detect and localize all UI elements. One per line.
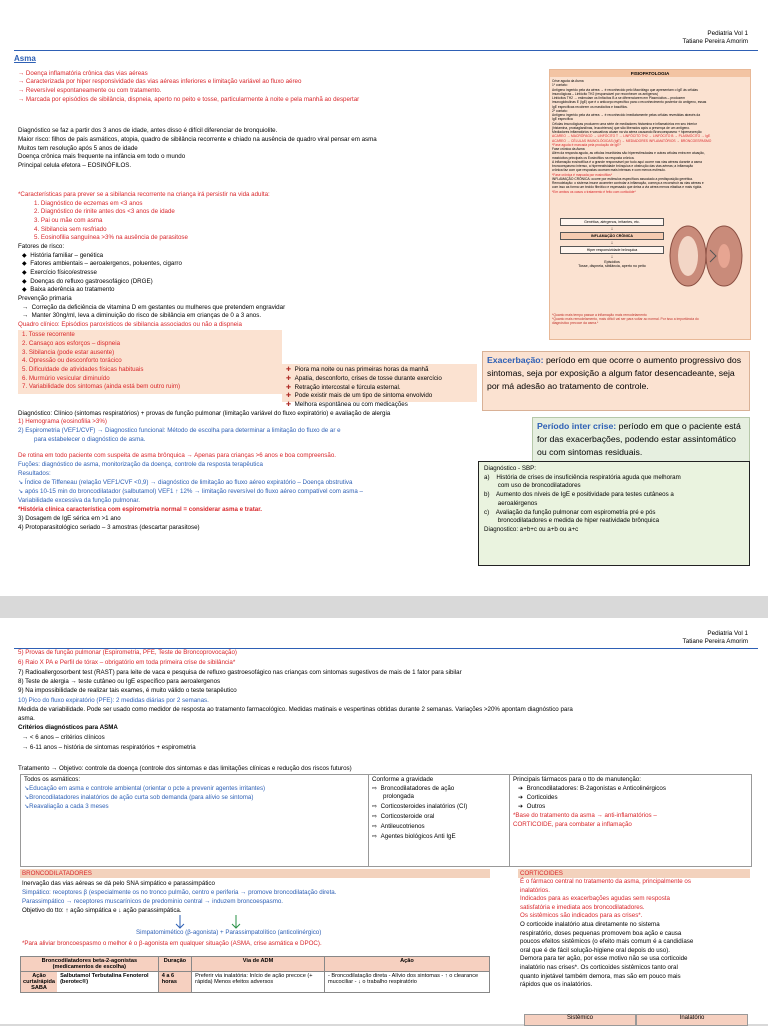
p2-line: → < 6 anos – critérios clínicos <box>22 734 105 741</box>
airway-illustration-icon <box>666 220 746 292</box>
cortic-line: Demora para ter ação, por esse motivo não se usa corticoide <box>520 955 688 963</box>
page-2 <box>0 618 768 1024</box>
risk-item: ◆ História familiar – genética <box>22 252 104 259</box>
prev-title: Prevenção primaria <box>18 295 72 302</box>
sbp-item: c) Avaliação da função pulmonar com espirometria pré e pós <box>484 508 656 516</box>
prev-item: → Correção da deficiência de vitamina D em gestantes ou mulheres que pretendem engravidar <box>22 304 286 311</box>
risk-item: ◆ Baixa aderência ao tratamento <box>22 286 115 293</box>
flow-arrow-icon: ↓ <box>610 226 614 232</box>
bronco-line: Simpatomimético (β-agonista) + Parassimpatolítico (anticolinérgico) <box>136 929 322 936</box>
p2-line: Medida de variabilidade. Pode ser usado como medidor de resposta ao tratamento farmacológico. Medidas matinais e vespertinas obtidas durante 2 semanas. Variações >20% apontam diagnóstico para <box>18 706 573 713</box>
dx-line: 3) Dosagem de IgE sérica em >1 ano <box>18 515 121 522</box>
fisio-footnote <box>552 313 699 326</box>
fisio-foot-line: diagnóstico precoce da asma.* <box>552 321 599 326</box>
fisio-flow <box>560 218 664 268</box>
cortic-line: rápidos que os inalatórios. <box>520 981 593 989</box>
fisio-line: INFLAMAÇÃO CRÔNICA: ocorre por estímulos específicos associado a predisposição genética. <box>552 176 693 181</box>
risk-title: Fatores de risco: <box>18 243 65 250</box>
char-item: 2. Diagnóstico de rinite antes dos <3 anos de idade <box>34 208 175 215</box>
fisio-line: 1º contato: <box>552 83 568 88</box>
flow-arrow-icon: ↓ <box>610 254 614 260</box>
fisio-line: broncoespasmo intenso, a hiperreatividade brônquica e obstrução das vias aéreas; a inflamação <box>552 164 694 168</box>
sbp-item: b) Aumento dos níveis de IgE e positividade para testes cutâneos a <box>484 491 674 499</box>
p2-line: 5) Provas de função pulmonar (Espirometria, PFE, Teste de Broncoprovocação) <box>18 649 237 656</box>
char-title: *Características para prever se a sibilancia recorrente na criança irá persistir na vida adulta: <box>18 191 270 198</box>
char-item: 3. Pai ou mãe com asma <box>34 217 103 224</box>
fisio-line: ACAREO → CÉLULAS IMUNOLÓGICAS (IgE) → MEDIADORES INFLAMATÓRIOS → BRONCOESPASMO <box>552 138 712 143</box>
cortic-line: poucos efeitos sistêmicos (o efeito mais comum é a candidíase <box>520 938 694 946</box>
clinical-right-item: ✚ Pode existir mais de um tipo de sintoma envolvido <box>286 392 433 399</box>
dx-line: 2) Espirometria (VEF1/CVF) → Diagnostico funcional: Método de escolha para determinar a limitação do fluxo de ar e <box>18 427 341 434</box>
th-via: Via de ADM <box>192 957 325 972</box>
fisio-line: Mediadores inflamatórios e vasoativos atuam na via aérea causando Broncoespasmo + hipersecreção <box>552 130 702 134</box>
col-item: ➔ Broncodilatadores: B-2agonistas e Anticolinérgicos <box>518 785 666 792</box>
sbp-item: com uso de broncodilatadores <box>484 482 581 490</box>
beta2-table <box>20 956 490 993</box>
cortic-line: inalatórios. <box>520 886 550 894</box>
dx-line: 1) Hemograma (eosinofilia >3%) <box>18 418 107 425</box>
col-note: *Base do tratamento da asma → anti-inflamatórios – <box>513 812 657 819</box>
def-line-3: → Reversível espontaneamente ou com tratamento. <box>18 87 162 94</box>
col-note: CORTICOIDE, para combater a inflamação <box>513 821 632 828</box>
col-item: prolongada <box>383 793 414 800</box>
cortic-line: Indicados para as exacerbações agudas sem resposta <box>520 895 670 903</box>
diag-line-2: Maior risco: filhos de pais asmáticos, atopia, quadro de sibilância recorrente e chiado na ausência de quadro viral pensar em asma <box>18 136 377 143</box>
p2-line: 8) Teste de alergia → teste cutâneo ou IgE específico para aeroalergenos <box>18 678 221 685</box>
p2-line: 10) Pico do fluxo expiratório (PFE): 2 medidas diárias por 2 semanas. <box>18 697 209 704</box>
bronco-line: *Para aliviar broncoespasmo o melhor é o β-agonista em qualquer situação (ASMA, crise asmática e DPOC). <box>22 940 322 947</box>
risk-item: ◆ Doenças do refluxo gastroesofágico (DRGE) <box>22 278 153 285</box>
col-item: ⇨ Corticosteroides inalatórios (CI) <box>372 803 468 810</box>
dx-line: para estabelecer o diagnóstico de asma. <box>34 436 146 443</box>
col-title: Principais fármacos para o tto de manutenção: <box>513 776 641 783</box>
cortic-line: respiratório, doses pequenas promovem boa ação e causa <box>520 929 682 937</box>
fisio-line: com isso as forma um tecido fibrótico e espessado que deixa a via aérea menos elástica e mais rígida. <box>552 185 703 190</box>
mini-th: Sistêmico <box>524 1014 636 1026</box>
fisio-line: crônica faz com que respostas ocorram mais intensas e com menos estímulo. <box>552 168 666 173</box>
cortic-line: É o fármaco central no tratamento da asma, principalmente os <box>520 878 691 885</box>
dx-line: Diagnóstico: Clínico (sintomas respiratórios) + provas de função pulmonar (limitação variável do fluxo expiratório) e avaliação de alergia <box>18 410 391 417</box>
dx-line: De rotina em todo paciente com suspeita de asma brônquica → Apenas para crianças >6 anos e boa compreensão. <box>18 452 336 459</box>
col-item: ⇨ Antileucotrienos <box>372 823 425 830</box>
dx-line: Fuções: diagnóstico de asma, monitorização da doença, controle da resposta terapêutica <box>18 461 263 468</box>
clinical-item: 2. Cansaço aos esforços – dispneia <box>22 340 121 347</box>
p2-line: Critérios diagnósticos para ASMA <box>18 724 118 731</box>
title-rule <box>14 50 758 51</box>
fisio-line: ACAREO → MACRÓFAGO → LINFÓCITO T → LINFÓCITO TH2 → LINFÓCITO B → PLASMÓCITO → IgE <box>552 134 711 139</box>
cortic-title: CORTICOIDES <box>518 869 750 878</box>
corticoides-block <box>518 869 750 1024</box>
bronco-line: Simpático: receptores β (especialmente os no tronco pulmão, centro e periferia → promove broncodilatação direta. <box>22 889 337 896</box>
exacerbacao-box: Exacerbação: período em que ocorre o aumento progressivo dos sintomas, seja por exposição a algum fator desencadeante, seja por má adesão ao tratamento de controle. <box>482 351 750 411</box>
sbp-box <box>478 461 750 566</box>
td-acao: - Broncodilatação direta - Alívio dos sintomas - ↑ o clearance mucociliar - ↓ o trabalho respiratório <box>324 972 489 993</box>
header-author: Tatiane Pereira Amorim <box>682 38 748 45</box>
fisio-line: Linfócitos TH2 → estimulam os linfócitos B a se diferenciarem em Plasmócitos – produzem <box>552 96 685 100</box>
td-drug-name: Salbutamol Terbutalina Fenoterol (berotec®) <box>60 973 149 985</box>
fisio-line: *Fase crônica é marcada por eosinófilos* <box>552 172 613 177</box>
fisio-line: 2º contato: <box>552 108 568 113</box>
prev-item: → Manter 30ng/ml, leva a diminuição do risco de sibilância em crianças de 0 a 3 anos. <box>22 312 262 319</box>
cortic-line: satisfatória e imediata aos broncodilatadores. <box>520 903 645 911</box>
clinical-right-item: ✚ Retração intercostal e fúrcula esternal. <box>286 384 401 391</box>
fisio-line: Células imunológicas produzem uma série de mediadores histamina e inflamatórios em seu interior <box>552 121 697 126</box>
fisio-foot-line: *Quanto mais remodelamento, mais difícil vai ser para voltar ao normal. Por isso a importância do <box>552 317 699 322</box>
col-item: ↘Broncodilatadores inalatórios de ação curta sob demanda (para alívio se sintoma) <box>24 794 254 801</box>
table-row <box>21 972 490 993</box>
header-volume: Pediatria Vol 1 <box>707 630 748 637</box>
sbp-item: aeroalérgenos <box>484 499 538 507</box>
header-volume: Pediatria Vol 1 <box>707 30 748 37</box>
col-item: ⇨ Corticosteroide oral <box>372 813 435 820</box>
p2-line: 9) Na impossibilidade de realizar tais exames, é muito válido o teste terapêutico <box>18 687 237 694</box>
header-author: Tatiane Pereira Amorim <box>682 638 748 645</box>
clinical-item: 3. Sibilancia (pode estar ausente) <box>22 349 115 356</box>
section-title: Asma <box>14 54 36 63</box>
col-item: ⇨ Broncodilatadores de ação <box>372 785 455 792</box>
col-item: ↘Educação em asma e controle ambiental (orientar o pcte a prevenir agentes irritantes) <box>24 785 266 792</box>
fisiopatologia-panel <box>549 69 751 340</box>
flow-arrow-icon: ↓ <box>610 240 614 246</box>
bronco-line: Inervação das vias aéreas se dá pelo SNA simpático e parassimpático <box>22 880 215 887</box>
fisio-line: IgE específica <box>552 117 573 122</box>
cortic-mini-table <box>524 1014 748 1026</box>
diag-line-5: Principal celula efetora – EOSINÓFILOS. <box>18 162 132 169</box>
col-maintenance <box>510 775 750 866</box>
p2-line: → 6-11 anos – história de sintomas respiratórios + espirometria <box>22 744 196 751</box>
def-line-2: → Caracterizada por hiper responsividade das vias aéreas inferiores e limitação variável ao fluxo aéreo <box>18 78 302 85</box>
cortic-line: quanto injetável também demora, mas são em pouco mais <box>520 972 681 980</box>
cortic-line: inalatório nas crises*. Os corticoides sistêmicos tanto oral <box>520 963 678 971</box>
clinical-item: 4. Opressão ou desconforto torácico <box>22 357 122 364</box>
dx-line: 4) Protoparasitológico seriado – 3 amostras (descartar parasitose) <box>18 524 200 531</box>
fisio-line: *Fase aguda é marcada pela produção de IgE* <box>552 142 621 147</box>
col-item: ⇨ Agentes biológicos Anti IgE <box>372 833 456 840</box>
cortic-line: oral que é de fácil solução-higiene oral depois do uso). <box>520 946 670 954</box>
fisio-line: *Em ambos os casos o tratamento é feito com corticóide* <box>552 189 636 194</box>
tratamento-line: Tratamento → Objetivo: controle da doença (controle dos sintomas e das limitações clínicas e redução dos riscos futuros) <box>18 765 352 772</box>
fisio-text <box>550 77 750 196</box>
p2-line: 6) Raio X PA e Perfil de tórax – obrigatório em toda primeira crise de sibilância* <box>18 659 236 666</box>
page-header <box>683 30 748 46</box>
clinical-item: 7. Variabilidade dos sintomas (ainda está bem outro ruim) <box>22 383 181 390</box>
sbp-item: broncodilatadores e medida de hiper reatividade brônquica <box>484 517 660 525</box>
cortic-line: Os sistêmicos são indicados para as crises*. <box>520 912 643 920</box>
fisio-line: Antígeno ingerido pela via aérea → é reconhecido pelo Macrófago que apresentam o IgE às células <box>552 87 698 92</box>
th-duration: Duração <box>158 957 191 972</box>
fisio-title: FISIOPATOLOGIA <box>550 70 750 77</box>
sbp-title: Diagnóstico - SBP: <box>484 465 536 472</box>
clinical-right-item: ✚ Melhora espontânea ou com medicações <box>286 401 408 408</box>
def-line-4: → Marcada por episódios de sibilância, dispneia, aperto no peito e tosse, particularmente à noite e pela manhã ao despertar <box>18 96 360 103</box>
dx-line: Resultados: <box>18 470 51 477</box>
char-item: 5. Eosinofilia sanguínea >3% na ausência de parasitose <box>34 234 188 241</box>
clinical-right-item: ✚ Piora ma noite ou nas primeiras horas da manhã <box>286 366 429 373</box>
fisio-line: IgE específicas recobrem os mastócitos e basófilos. <box>552 104 628 109</box>
intercrise-box: Período inter crise: período em que o paciente está for das exacerbações, podendo estar assintomático ou com sintomas residuais. <box>532 417 750 465</box>
col-title: Conforme a gravidade <box>372 776 434 783</box>
char-item: 4. Sibilancia sem resfriado <box>34 226 107 233</box>
cortic-line: O corticoide inalatório atua diretamente no sistema <box>520 920 660 928</box>
treatment-table <box>20 774 752 867</box>
split-arrows-icon <box>150 914 250 930</box>
th-acao: Ação <box>324 957 489 972</box>
p2-line: asma. <box>18 715 35 722</box>
col-item: ↘Reavaliação a cada 3 meses <box>24 803 109 810</box>
def-line-1: → Doença inflamatória crônica das vias aéreas <box>18 70 148 77</box>
flow-step: Episódios <box>604 260 620 264</box>
dx-line: Variabilidade excessiva da função pulmonar. <box>18 497 140 504</box>
flow-step: INFLAMAÇÃO CRÔNICA <box>560 232 664 240</box>
td-via: Preferir via inalatória: Início de ação precoce (+ rápida) Menos efeitos adversos <box>192 972 325 993</box>
p2-line: 7) Radioallergosorbent test (RAST) para leite de vaca e pesquisa de refluxo gastroesofágico nas crianças com sintomas sugestivos de mais de 1 fator para sibilar <box>18 669 462 676</box>
dx-line: ↘ Índice de Tiffeneau (relação VEF1/CVF <0,9) → diagnóstico de limitação ao fluxo aéreo expiratório – Doença obstrutiva <box>18 479 353 486</box>
sbp-item: a) História de crises de insuficiência respiratória aguda que melhoram <box>484 473 681 481</box>
dx-line: ↘ após 10-15 min do broncodilatador (salbutamol) VEF1 ↑ 12% → limitação reversível do fluxo aéreo compatível com asma – <box>18 488 363 495</box>
dx-line: *História clínica característica com espirometria normal = considerar asma e tratar. <box>18 506 263 513</box>
clinical-item: 1. Tosse recorrente <box>22 331 75 338</box>
col-title: Todos os asmáticos: <box>24 776 81 783</box>
diag-line-3: Muitos tem resolução após 5 anos de idade <box>18 145 138 152</box>
diag-line-4: Doença crônica mais frequente na infância em todo o mundo <box>18 153 186 160</box>
col-item: ➔ Corticoides <box>518 794 558 801</box>
diag-line-1: Diagnóstico se faz a partir dos 3 anos de idade, antes disso é difícil diferenciar de bronquiolite. <box>18 127 278 134</box>
col-all-patients <box>21 775 369 866</box>
flow-step: Genética, alérgenos, irritantes, etc. <box>560 218 664 226</box>
flow-step: Tosse, dispneia, sibilância, aperto no peito <box>578 264 646 268</box>
char-item: 1. Diagnóstico de eczemas em <3 anos <box>34 200 143 207</box>
page-header <box>683 630 748 646</box>
fisio-line: A inflamação eosinofílica é a grande responsável por tudo aqui ocorre nas vias aéreas durante a asma <box>552 159 702 164</box>
fisio-line: imunoglobulinas E (IgE) que é o anticorpo específico para o reconhecimento posterior do antígeno, essas <box>552 100 707 105</box>
fisio-line: Remodelação: o sistema imune acometer controlar a inflamação, começa a reconstruir as vias aéreas e <box>552 181 704 185</box>
td-drug <box>21 972 159 993</box>
bronco-line: Objetivo do tto: ↑ ação simpática e ↓ ação parassimpática. <box>22 907 182 914</box>
flow-step: Hiper responsividade brônquica <box>560 246 664 254</box>
fisio-line: Antígeno ingerido pela via aérea → é reconhecido imediatamente pelas células revestidas através da <box>552 113 701 117</box>
fisio-foot-line: *Quanto mais tempo passar a inflamação mais remodelamento <box>552 313 647 317</box>
fisio-line: imunológicas – Linfócito TH2 (responsável por reconhecer os antígenos) <box>552 91 659 96</box>
risk-item: ◆ Fatores ambientais – aeroalergenos, poluentes, cigarro <box>22 260 182 267</box>
fisio-line: Além da resposta aguda, as células imunitárias são hiperestimuladas e outras células entra em atuação, <box>552 151 705 156</box>
col-severity <box>369 775 510 866</box>
fisio-line: (histamina, prostaglandinas, leucotrienos) que são liberados após a presença de um antígeno. <box>552 125 691 130</box>
th-drug: Broncodilatadores beta-2-agonistas (medicamentos de escolha) <box>21 957 159 972</box>
col-item: ➔ Outros <box>518 803 546 810</box>
td-duration: 4 a 6 horas <box>158 972 191 993</box>
bronco-line: Parassimpático → receptores muscarínicos de predominio central → induzem broncoespasmo. <box>22 898 284 905</box>
bronco-title: BRONCODILATADORES <box>22 870 92 877</box>
td-type: Ação curta/rápida SABA <box>21 972 57 992</box>
cortic-text <box>518 878 750 990</box>
clinical-right-item: ✚ Apatia, desconforto, crises de tosse durante exercício <box>286 375 442 382</box>
clinical-item: 5. Dificuldade de atividades físicas habituais <box>22 366 144 373</box>
mini-th: Inalatório <box>636 1014 748 1026</box>
clinical-item: 6. Murmúrio vesicular diminuído <box>22 375 110 382</box>
risk-item: ◆ Exercício físico/estresse <box>22 269 97 276</box>
fisio-line: Crise aguda da Asma <box>552 79 584 83</box>
fisio-line: Fase crônica da Asma <box>552 147 585 151</box>
clinical-title: Quadro clínico: Episódios paroxísticos de sibilancia associados ou não a dispneia <box>18 321 242 328</box>
fisio-line: mastócitos principais os Eosinófilos na resposta crônica. <box>552 155 635 160</box>
sbp-footer: Diagnostico: a+b+c ou a+b ou a+c <box>484 525 579 533</box>
